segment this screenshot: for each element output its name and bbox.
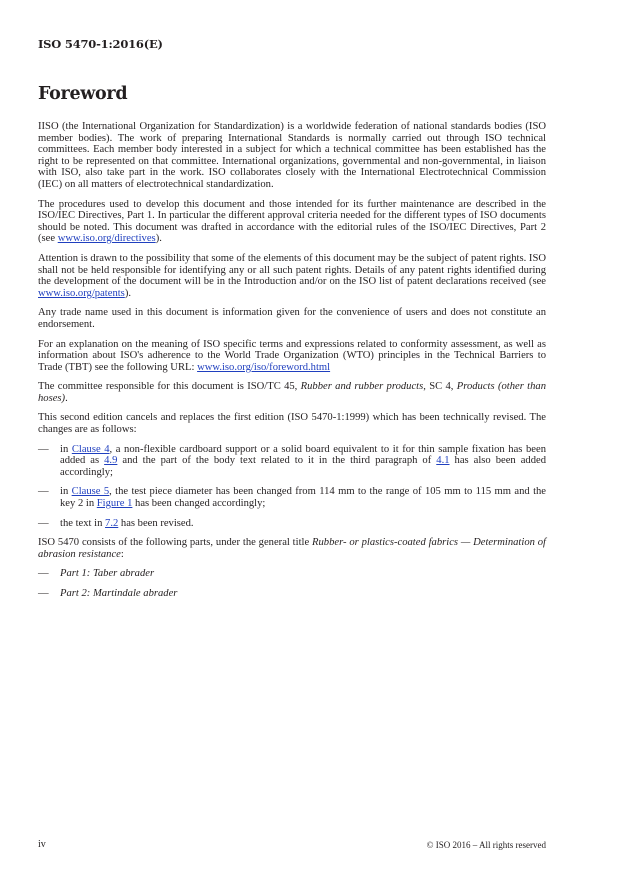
copyright-notice: © ISO 2016 – All rights reserved [426, 840, 546, 850]
list-item: — the text in 7.2 has been revised. [38, 517, 194, 529]
list-item: — Part 2: Martindale abrader [38, 588, 178, 599]
dash-bullet: — [38, 443, 49, 455]
link-clause-5[interactable]: Clause 5 [71, 486, 110, 498]
parts-list [38, 568, 546, 599]
foreword-body [38, 121, 546, 608]
list-item: — in Clause 4, a non-flexible cardboard support or a solid board equivalent to it for thin sample fixation has been added as 4.9 and the part of the body text related to it in the third paragraph of 4.1 has also been added accordingly; [38, 443, 547, 478]
paragraph-procedures: The procedures used to develop this document and those intended for its further maintenance are described in the ISO/IEC Directives, Part 1. In particular the different approval criteria needed for the different types of ISO documents should be noted. This document was drafted in accordance with the editorial rules of the ISO/IEC Directives, Part 2 (see www.iso.org/directives). [38, 198, 546, 245]
list-item: — Part 1: Taber abrader [38, 568, 155, 580]
paragraph-parts: ISO 5470 consists of the following parts, under the general title Rubber- or plastics-coated fabrics — Determination of abrasion resistance: [38, 537, 546, 560]
link-7-2[interactable]: 7.2 [105, 517, 119, 529]
link-4-9[interactable]: 4.9 [104, 455, 118, 467]
link-directives[interactable]: www.iso.org/directives [57, 233, 156, 245]
page-number: iv [38, 839, 46, 850]
changes-list [38, 444, 546, 530]
paragraph-committee: The committee responsible for this document is ISO/TC 45, Rubber and rubber products, SC 4, Products (other than hoses). [38, 381, 546, 404]
dash-bullet: — [38, 568, 49, 580]
paragraph-patents: Attention is drawn to the possibility that some of the elements of this document may be the subject of patent rights. ISO shall not be held responsible for identifying any or all such patent rights. Details of any patent rights identified during the development of the document will be in the Introduction and/or on the ISO list of patent declarations received (see www.iso.org/patents). [38, 252, 546, 299]
dash-bullet: — [38, 588, 49, 599]
paragraph-trade-name: Any trade name used in this document is information given for the convenience of users and does not constitute an endorsement. [38, 307, 546, 330]
link-4-1[interactable]: 4.1 [436, 455, 450, 467]
paragraph-conformity: For an explanation on the meaning of ISO specific terms and expressions related to conformity assessment, as well as information about ISO's adherence to the World Trade Organization (WTO) principles in the Technical Barriers to Trade (TBT) see the following URL: www.iso.org/iso/foreword.html [38, 338, 546, 373]
dash-bullet: — [38, 486, 49, 498]
link-figure-1[interactable]: Figure 1 [96, 498, 133, 510]
link-patents[interactable]: www.iso.org/patents [38, 287, 125, 299]
page-title: Foreword [38, 84, 128, 104]
dash-bullet: — [38, 517, 49, 529]
link-foreword[interactable]: www.iso.org/iso/foreword.html [197, 361, 331, 373]
list-item: — in Clause 5, the test piece diameter has been changed from 114 mm to the range of 105 mm to 115 mm and the key 2 in Figure 1 has been changed accordingly; [38, 486, 547, 510]
link-clause-4[interactable]: Clause 4 [71, 443, 110, 455]
paragraph-iso-intro: IISO (the International Organization for Standardization) is a worldwide federation of national standards bodies (ISO member bodies). The work of preparing International Standards is normally carried out through ISO technical committees. Each member body interested in a subject for which a technical committee has been established has the right to be represented on that committee. International organizations, governmental and non-governmental, in liaison with ISO, also take part in the work. ISO collaborates closely with the International Electrotechnical Commission (IEC) on all matters of electrotechnical standardization. [38, 121, 546, 190]
paragraph-edition: This second edition cancels and replaces the first edition (ISO 5470-1:1999) which has been technically revised. The changes are as follows: [38, 412, 546, 436]
document-id-header: ISO 5470-1:2016(E) [38, 37, 163, 51]
